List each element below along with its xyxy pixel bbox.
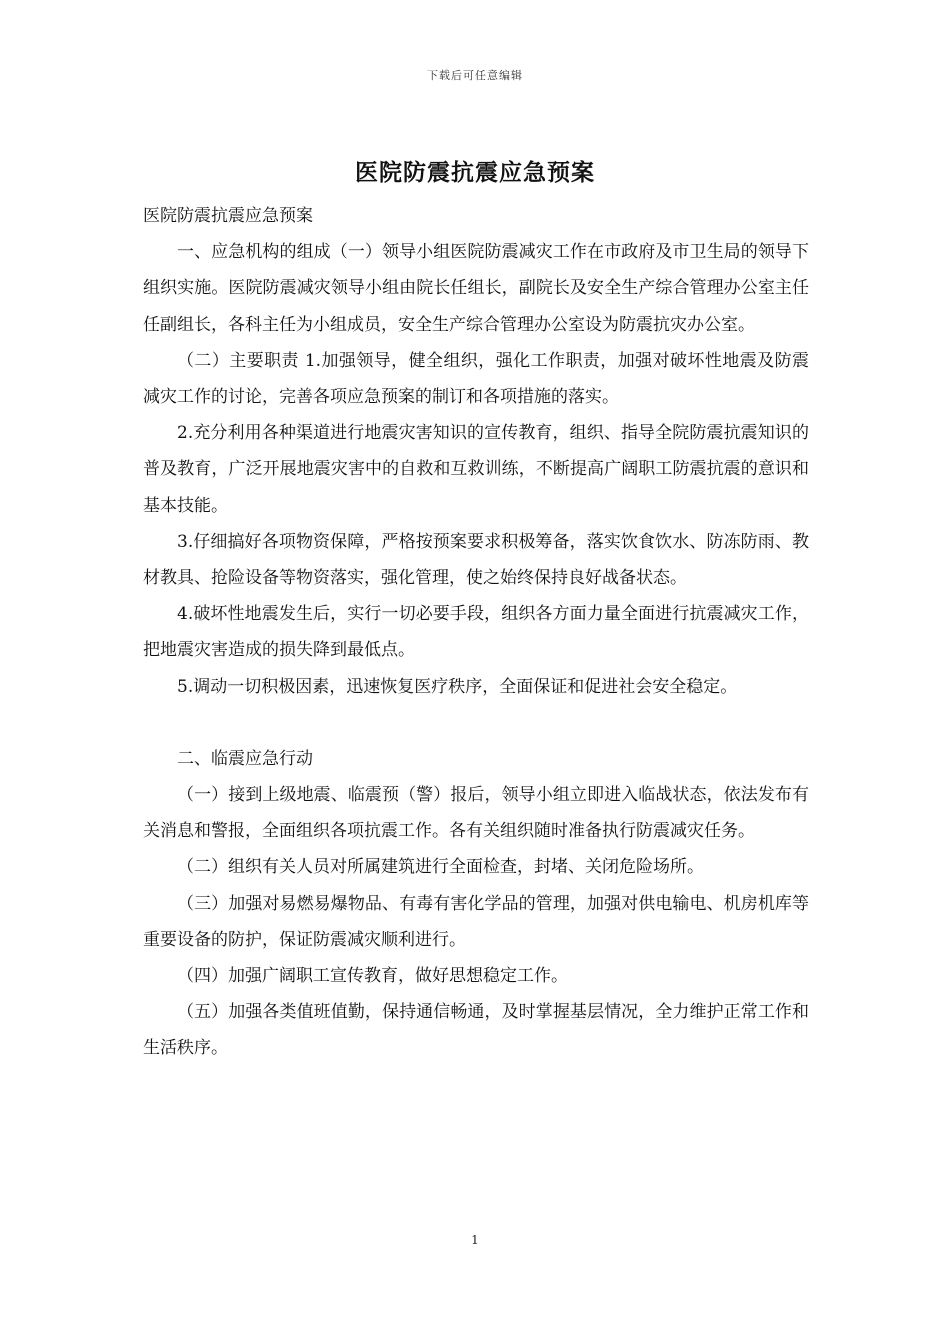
section2-paragraph-1: （一）接到上级地震、临震预（警）报后，领导小组立即进入临战状态，依法发布有关消息和警报，全面组织各项抗震工作。各有关组织随时准备执行防震减灾任务。	[143, 785, 809, 842]
section2-heading: 二、临震应急行动	[177, 748, 313, 769]
section2-paragraph-5: （五）加强各类值班值勤，保持通信畅通，及时掌握基层情况，全力维护正常工作和生活秩序。	[143, 1002, 809, 1059]
section1-paragraph-4: 3.仔细搞好各项物资保障，严格按预案要求积极筹备，落实饮食饮水、防冻防雨、教材教具、抢险设备等物资落实，强化管理，使之始终保持良好战备状态。	[143, 531, 809, 589]
section2-paragraph-4: （四）加强广阔职工宣传教育，做好思想稳定工作。	[177, 966, 568, 987]
section1-paragraph-5: 4.破坏性地震发生后，实行一切必要手段，组织各方面力量全面进行抗震减灾工作，把地震灾害造成的损失降到最低点。	[143, 604, 809, 661]
section2-paragraph-2: （二）组织有关人员对所属建筑进行全面检查，封堵、关闭危险场所。	[177, 857, 704, 878]
section1-paragraph-6: 5.调动一切积极因素，迅速恢复医疗秩序，全面保证和促进社会安全稳定。	[177, 676, 738, 697]
document-body	[143, 198, 809, 1067]
section1-paragraph-2: （二）主要职责 1.加强领导，健全组织，强化工作职责，加强对破坏性地震及防震减灾工作的讨论，完善各项应急预案的制订和各项措施的落实。	[143, 350, 809, 408]
header-note: 下载后可任意编辑	[427, 69, 523, 82]
blank-line	[143, 705, 809, 741]
section1-paragraph-1: 一、应急机构的组成（一）领导小组医院防震减灾工作在市政府及市卫生局的领导下组织实施。医院防震减灾领导小组由院长任组长，副院长及安全生产综合管理办公室主任任副组长，各科主任为小组成员，安全生产综合管理办公室设为防震抗灾办公室。	[143, 242, 809, 335]
section2-paragraph-3: （三）加强对易燃易爆物品、有毒有害化学品的管理，加强对供电输电、机房机库等重要设备的防护，保证防震减灾顺利进行。	[143, 893, 809, 950]
document-subtitle: 医院防震抗震应急预案	[143, 206, 313, 226]
document-title: 医院防震抗震应急预案	[355, 159, 595, 186]
page-number: 1	[471, 1233, 479, 1247]
section1-paragraph-3: 2.充分利用各种渠道进行地震灾害知识的宣传教育，组织、指导全院防震抗震知识的普及教育，广泛开展地震灾害中的自救和互救训练，不断提高广阔职工防震抗震的意识和基本技能。	[143, 423, 809, 516]
